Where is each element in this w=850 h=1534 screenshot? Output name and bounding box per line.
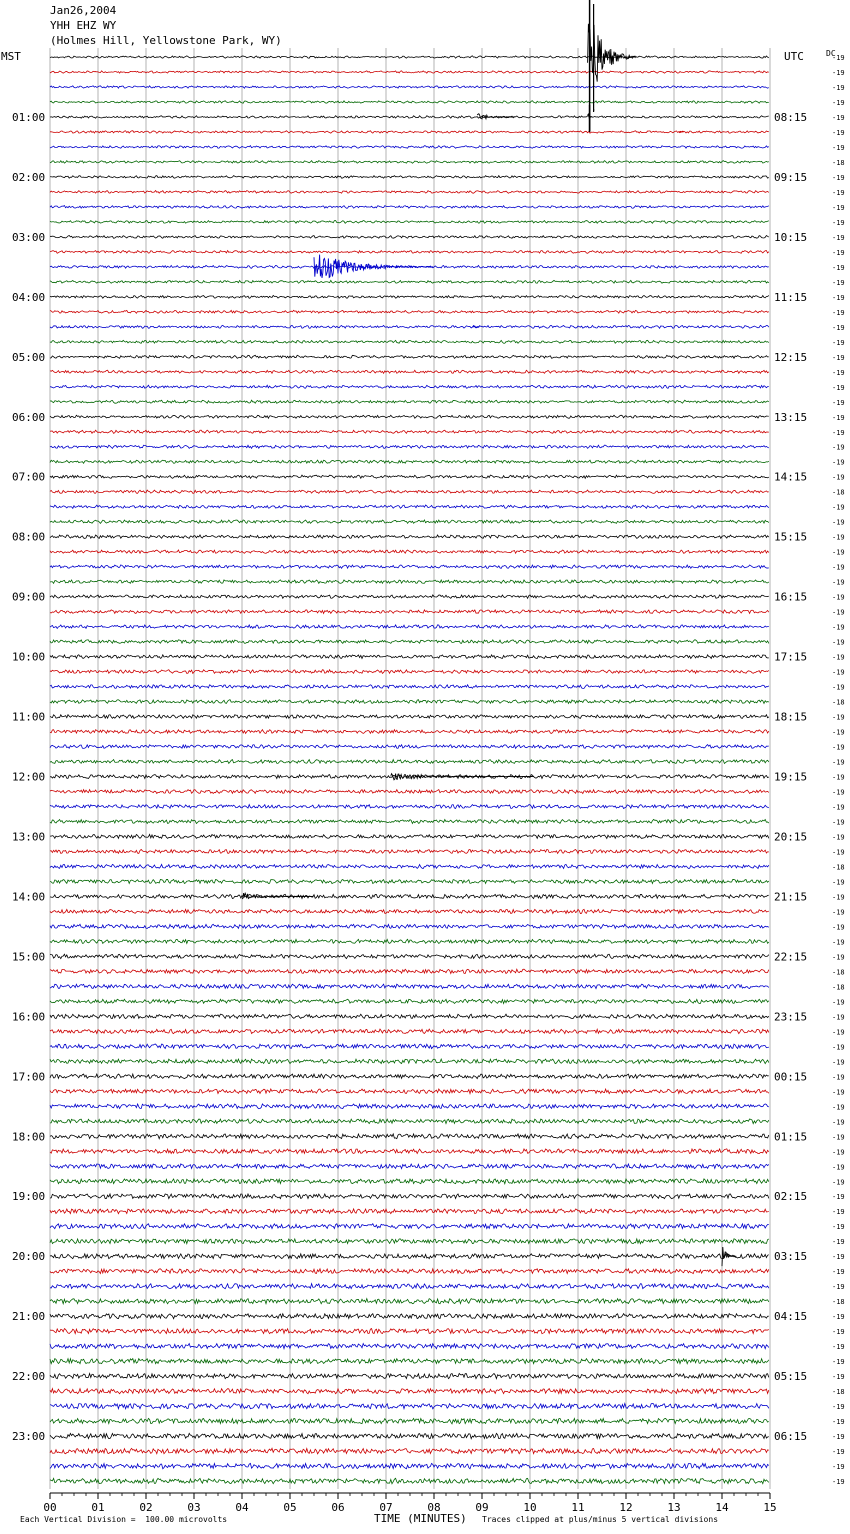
trace-dc-value: -19 bbox=[832, 728, 845, 737]
trace-47 bbox=[50, 760, 769, 764]
trace-8 bbox=[50, 176, 769, 179]
trace-dc-value: -19 bbox=[832, 1253, 845, 1262]
trace-42 bbox=[50, 685, 769, 689]
trace-52 bbox=[50, 834, 769, 838]
trace-71 bbox=[50, 1119, 769, 1124]
trace-89 bbox=[50, 1389, 769, 1394]
hour-label-mst: 09:00 bbox=[12, 590, 46, 604]
header-station: YHH EHZ WY bbox=[50, 19, 117, 32]
hour-label-utc: 19:15 bbox=[774, 770, 808, 784]
trace-dc-value: -19 bbox=[832, 773, 845, 782]
trace-dc-value: -19 bbox=[832, 1088, 845, 1097]
hour-label-mst: 16:00 bbox=[12, 1010, 46, 1024]
trace-dc-value: -19 bbox=[832, 623, 845, 632]
trace-46 bbox=[50, 745, 769, 749]
trace-dc-value: -19 bbox=[832, 953, 845, 962]
hour-label-utc: 02:15 bbox=[774, 1190, 808, 1204]
trace-dc-value: -19 bbox=[832, 173, 845, 182]
trace-93 bbox=[50, 1448, 769, 1453]
trace-dc-value: -19 bbox=[832, 1058, 845, 1067]
hour-label-mst: 22:00 bbox=[12, 1370, 46, 1384]
footer-clip-note: Traces clipped at plus/minus 5 vertical divisions bbox=[482, 1515, 719, 1524]
trace-dc-value: -19 bbox=[832, 833, 845, 842]
trace-26 bbox=[50, 445, 769, 448]
trace-82 bbox=[50, 1284, 769, 1289]
x-tick-label: 00 bbox=[43, 1501, 57, 1514]
trace-dc-value: -19 bbox=[832, 398, 845, 407]
hour-label-mst: 05:00 bbox=[12, 350, 46, 364]
trace-30 bbox=[50, 505, 769, 508]
event-0 bbox=[588, 24, 636, 82]
x-tick-label: 06 bbox=[331, 1501, 345, 1514]
trace-dc-value: -19 bbox=[832, 1358, 845, 1367]
trace-dc-value: -19 bbox=[832, 878, 845, 887]
trace-dc-value: -19 bbox=[832, 548, 845, 557]
trace-9 bbox=[50, 191, 769, 194]
trace-dc-value: -19 bbox=[832, 1418, 845, 1427]
trace-dc-value: -19 bbox=[832, 54, 845, 62]
trace-dc-value: -19 bbox=[832, 113, 845, 122]
trace-dc-value: -19 bbox=[832, 1343, 845, 1352]
trace-39 bbox=[50, 640, 769, 644]
minute-gridlines bbox=[50, 48, 770, 1489]
trace-44 bbox=[50, 715, 769, 719]
trace-5 bbox=[50, 131, 769, 133]
trace-dc-value: -19 bbox=[832, 1178, 845, 1187]
trace-4 bbox=[50, 116, 769, 118]
hour-label-mst: 14:00 bbox=[12, 890, 46, 904]
trace-dc-value: -19 bbox=[832, 923, 845, 932]
trace-38 bbox=[50, 625, 769, 629]
trace-dc-value: -18 bbox=[832, 863, 845, 872]
trace-67 bbox=[50, 1059, 769, 1064]
trace-35 bbox=[50, 580, 769, 583]
trace-25 bbox=[50, 430, 769, 433]
left-timezone-label: MST bbox=[1, 50, 21, 63]
hour-label-mst: 13:00 bbox=[12, 830, 46, 844]
trace-dc-value: -19 bbox=[832, 263, 845, 272]
trace-dc-value: -19 bbox=[832, 1373, 845, 1382]
trace-dc-value: -19 bbox=[832, 1148, 845, 1157]
trace-dc-value: -19 bbox=[832, 998, 845, 1007]
trace-66 bbox=[50, 1044, 769, 1049]
trace-41 bbox=[50, 670, 769, 674]
x-tick-label: 05 bbox=[283, 1501, 297, 1514]
x-tick-label: 12 bbox=[619, 1501, 633, 1514]
hour-label-mst: 03:00 bbox=[12, 230, 46, 244]
trace-86 bbox=[50, 1344, 769, 1349]
trace-dc-value: -19 bbox=[832, 743, 845, 752]
trace-81 bbox=[50, 1269, 769, 1274]
event-6 bbox=[391, 774, 534, 780]
trace-dc-value: -19 bbox=[832, 1283, 845, 1292]
trace-dc-value: -19 bbox=[832, 1448, 845, 1457]
hour-label-utc: 17:15 bbox=[774, 650, 808, 664]
trace-dc-value: -18 bbox=[832, 698, 845, 707]
trace-13 bbox=[50, 250, 769, 253]
trace-33 bbox=[50, 550, 769, 553]
time-axis bbox=[43, 1493, 776, 1514]
trace-73 bbox=[50, 1149, 769, 1154]
hour-label-mst: 02:00 bbox=[12, 170, 46, 184]
trace-69 bbox=[50, 1089, 769, 1094]
hour-label-utc: 12:15 bbox=[774, 350, 808, 364]
trace-dc-value: -19 bbox=[832, 1238, 845, 1247]
trace-91 bbox=[50, 1418, 769, 1423]
trace-dc-value: -19 bbox=[832, 1013, 845, 1022]
trace-84 bbox=[50, 1314, 769, 1319]
trace-27 bbox=[50, 460, 769, 463]
trace-dc-value: -19 bbox=[832, 593, 845, 602]
hour-label-utc: 14:15 bbox=[774, 470, 808, 484]
trace-29 bbox=[50, 490, 769, 493]
hour-label-mst: 12:00 bbox=[12, 770, 46, 784]
hour-label-mst: 07:00 bbox=[12, 470, 46, 484]
trace-58 bbox=[50, 924, 769, 928]
x-tick-label: 03 bbox=[187, 1501, 201, 1514]
trace-dc-value: -19 bbox=[832, 638, 845, 647]
trace-dc-value: -19 bbox=[832, 1268, 845, 1277]
trace-50 bbox=[50, 805, 769, 809]
hour-label-mst: 01:00 bbox=[12, 110, 46, 124]
trace-dc-value: -19 bbox=[832, 848, 845, 857]
trace-dc-value: -19 bbox=[832, 338, 845, 347]
trace-dc-value: -19 bbox=[832, 353, 845, 362]
trace-70 bbox=[50, 1104, 769, 1109]
trace-dc-value: -19 bbox=[832, 668, 845, 677]
x-tick-label: 09 bbox=[475, 1501, 489, 1514]
trace-19 bbox=[50, 340, 769, 343]
hour-label-mst: 20:00 bbox=[12, 1250, 46, 1264]
hour-label-mst: 21:00 bbox=[12, 1310, 46, 1324]
trace-dc-value: -19 bbox=[832, 143, 845, 152]
trace-dc-value: -18 bbox=[832, 1298, 845, 1307]
hour-label-utc: 01:15 bbox=[774, 1130, 808, 1144]
trace-32 bbox=[50, 535, 769, 538]
right-timezone-label: UTC bbox=[784, 50, 804, 63]
trace-dc-value: -19 bbox=[832, 578, 845, 587]
hour-label-utc: 11:15 bbox=[774, 290, 808, 304]
trace-83 bbox=[50, 1299, 769, 1304]
hour-label-utc: 06:15 bbox=[774, 1430, 808, 1444]
trace-dc-value: -19 bbox=[832, 683, 845, 692]
trace-10 bbox=[50, 206, 769, 209]
trace-dc-value: -19 bbox=[832, 233, 845, 242]
trace-dc-value: -19 bbox=[832, 383, 845, 392]
trace-dc-value: -19 bbox=[832, 1223, 845, 1232]
x-tick-label: 10 bbox=[523, 1501, 537, 1514]
hour-label-utc: 08:15 bbox=[774, 110, 808, 124]
trace-dc-value: -19 bbox=[832, 533, 845, 542]
trace-dc-value: -19 bbox=[832, 443, 845, 452]
trace-22 bbox=[50, 385, 769, 388]
hour-label-utc: 00:15 bbox=[774, 1070, 808, 1084]
trace-49 bbox=[50, 790, 769, 794]
x-tick-label: 15 bbox=[763, 1501, 777, 1514]
trace-dc-value: -19 bbox=[832, 818, 845, 827]
trace-dc-value: -19 bbox=[832, 1043, 845, 1052]
header-location: (Holmes Hill, Yellowstone Park, WY) bbox=[50, 34, 282, 47]
hour-label-utc: 03:15 bbox=[774, 1250, 808, 1264]
trace-85 bbox=[50, 1329, 769, 1334]
trace-61 bbox=[50, 969, 769, 973]
trace-1 bbox=[50, 71, 769, 73]
hour-label-mst: 23:00 bbox=[12, 1430, 46, 1444]
trace-94 bbox=[50, 1463, 769, 1468]
x-tick-label: 11 bbox=[571, 1501, 585, 1514]
trace-dc-value: -19 bbox=[832, 713, 845, 722]
x-tick-label: 08 bbox=[427, 1501, 441, 1514]
trace-dc-value: -19 bbox=[832, 323, 845, 332]
trace-23 bbox=[50, 400, 769, 403]
trace-34 bbox=[50, 565, 769, 568]
trace-dc-value: -19 bbox=[832, 1073, 845, 1082]
hour-label-mst: 04:00 bbox=[12, 290, 46, 304]
trace-87 bbox=[50, 1359, 769, 1364]
trace-78 bbox=[50, 1224, 769, 1229]
trace-dc-value: -19 bbox=[832, 1328, 845, 1337]
trace-31 bbox=[50, 520, 769, 523]
trace-16 bbox=[50, 295, 769, 298]
hour-label-utc: 20:15 bbox=[774, 830, 808, 844]
hour-label-mst: 06:00 bbox=[12, 410, 46, 424]
trace-dc-value: -19 bbox=[832, 1463, 845, 1472]
trace-3 bbox=[50, 101, 769, 103]
trace-dc-value: -19 bbox=[832, 293, 845, 302]
trace-6 bbox=[50, 146, 769, 149]
trace-dc-value: -19 bbox=[832, 608, 845, 617]
trace-92 bbox=[50, 1433, 769, 1438]
trace-dc-value: -19 bbox=[832, 458, 845, 467]
hour-label-utc: 05:15 bbox=[774, 1370, 808, 1384]
trace-dc-value: -19 bbox=[832, 1118, 845, 1127]
hour-label-utc: 09:15 bbox=[774, 170, 808, 184]
trace-28 bbox=[50, 475, 769, 478]
trace-17 bbox=[50, 310, 769, 313]
trace-dc-value: -19 bbox=[832, 908, 845, 917]
hour-label-utc: 18:15 bbox=[774, 710, 808, 724]
trace-dc-value: -19 bbox=[832, 188, 845, 197]
trace-62 bbox=[50, 984, 769, 988]
header-date: Jan26,2004 bbox=[50, 4, 117, 17]
trace-dc-value: -19 bbox=[832, 1313, 845, 1322]
seismic-traces bbox=[50, 56, 769, 1484]
trace-88 bbox=[50, 1374, 769, 1379]
trace-dc-value: -19 bbox=[832, 413, 845, 422]
trace-dc-value: -19 bbox=[832, 98, 845, 107]
trace-64 bbox=[50, 1014, 769, 1018]
trace-dc-value: -19 bbox=[832, 1133, 845, 1142]
event-8 bbox=[722, 1247, 736, 1266]
hour-label-utc: 15:15 bbox=[774, 530, 808, 544]
trace-dc-value: -19 bbox=[832, 308, 845, 317]
trace-dc-value: -19 bbox=[832, 518, 845, 527]
trace-dc-value: -19 bbox=[832, 218, 845, 227]
hour-label-utc: 22:15 bbox=[774, 950, 808, 964]
trace-45 bbox=[50, 730, 769, 734]
x-tick-label: 13 bbox=[667, 1501, 681, 1514]
trace-dc-value: -19 bbox=[832, 203, 845, 212]
trace-2 bbox=[50, 86, 769, 88]
x-tick-label: 04 bbox=[235, 1501, 249, 1514]
hour-label-utc: 16:15 bbox=[774, 590, 808, 604]
trace-53 bbox=[50, 849, 769, 853]
trace-21 bbox=[50, 370, 769, 373]
trace-7 bbox=[50, 161, 769, 164]
trace-20 bbox=[50, 355, 769, 358]
trace-dc-value: -19 bbox=[832, 1433, 845, 1442]
trace-dc-value: -19 bbox=[832, 503, 845, 512]
seismic-events bbox=[242, 0, 736, 1266]
trace-57 bbox=[50, 909, 769, 913]
trace-80 bbox=[50, 1254, 769, 1259]
trace-40 bbox=[50, 655, 769, 659]
trace-24 bbox=[50, 415, 769, 418]
trace-dc-value: -19 bbox=[832, 1103, 845, 1112]
x-axis-label: TIME (MINUTES) bbox=[374, 1512, 467, 1525]
hour-label-mst: 10:00 bbox=[12, 650, 46, 664]
trace-dc-value: -19 bbox=[832, 803, 845, 812]
trace-72 bbox=[50, 1134, 769, 1139]
x-tick-label: 01 bbox=[91, 1501, 105, 1514]
trace-dc-value: -19 bbox=[832, 368, 845, 377]
hour-label-mst: 19:00 bbox=[12, 1190, 46, 1204]
trace-dc-value: -19 bbox=[832, 128, 845, 137]
trace-0 bbox=[50, 56, 769, 58]
trace-55 bbox=[50, 879, 769, 883]
trace-15 bbox=[50, 280, 769, 283]
trace-dc-value: -19 bbox=[832, 248, 845, 257]
trace-dc-value: -19 bbox=[832, 563, 845, 572]
trace-dc-value: -19 bbox=[832, 83, 845, 92]
hour-label-mst: 18:00 bbox=[12, 1130, 46, 1144]
footer-scale-note: Each Vertical Division = 100.00 microvolts bbox=[20, 1515, 228, 1524]
trace-43 bbox=[50, 700, 769, 704]
trace-76 bbox=[50, 1194, 769, 1199]
hour-label-mst: 11:00 bbox=[12, 710, 46, 724]
hour-label-utc: 10:15 bbox=[774, 230, 808, 244]
trace-95 bbox=[50, 1478, 769, 1483]
trace-37 bbox=[50, 610, 769, 614]
x-tick-label: 02 bbox=[139, 1501, 153, 1514]
trace-dc-value: -19 bbox=[832, 1208, 845, 1217]
dc-label: DC bbox=[826, 49, 836, 58]
hour-label-utc: 21:15 bbox=[774, 890, 808, 904]
trace-77 bbox=[50, 1209, 769, 1214]
trace-59 bbox=[50, 939, 769, 943]
trace-dc-value: -19 bbox=[832, 938, 845, 947]
trace-68 bbox=[50, 1074, 769, 1079]
trace-65 bbox=[50, 1029, 769, 1033]
trace-dc-value: -19 bbox=[832, 473, 845, 482]
trace-63 bbox=[50, 999, 769, 1003]
trace-18 bbox=[50, 325, 769, 328]
trace-dc-value: -19 bbox=[832, 278, 845, 287]
trace-dc-value: -18 bbox=[832, 968, 845, 977]
trace-dc-value: -18 bbox=[832, 158, 845, 167]
event-1 bbox=[477, 114, 515, 119]
trace-dc-value: -18 bbox=[832, 1388, 845, 1397]
trace-dc-value: -19 bbox=[832, 68, 845, 77]
trace-60 bbox=[50, 954, 769, 958]
trace-dc-value: -19 bbox=[832, 788, 845, 797]
trace-79 bbox=[50, 1239, 769, 1244]
trace-74 bbox=[50, 1164, 769, 1169]
trace-dc-value: -19 bbox=[832, 893, 845, 902]
hour-label-utc: 23:15 bbox=[774, 1010, 808, 1024]
trace-dc-value: -19 bbox=[832, 1403, 845, 1412]
trace-dc-value: -19 bbox=[832, 1193, 845, 1202]
trace-dc-value: -19 bbox=[832, 428, 845, 437]
x-tick-label: 07 bbox=[379, 1501, 393, 1514]
hour-label-mst: 08:00 bbox=[12, 530, 46, 544]
trace-75 bbox=[50, 1179, 769, 1184]
trace-56 bbox=[50, 894, 769, 898]
trace-dc-value: -19 bbox=[832, 1163, 845, 1172]
trace-12 bbox=[50, 236, 769, 239]
trace-dc-value: -19 bbox=[832, 653, 845, 662]
trace-dc-value: -19 bbox=[832, 758, 845, 767]
trace-90 bbox=[50, 1403, 769, 1408]
hour-label-utc: 13:15 bbox=[774, 410, 808, 424]
hour-label-utc: 04:15 bbox=[774, 1310, 808, 1324]
trace-51 bbox=[50, 819, 769, 823]
trace-dc-value: -19 bbox=[832, 1478, 845, 1487]
hour-label-mst: 17:00 bbox=[12, 1070, 46, 1084]
x-tick-label: 14 bbox=[715, 1501, 729, 1514]
trace-11 bbox=[50, 221, 769, 224]
trace-36 bbox=[50, 595, 769, 598]
trace-dc-value: -18 bbox=[832, 983, 845, 992]
trace-54 bbox=[50, 864, 769, 868]
trace-dc-value: -18 bbox=[832, 488, 845, 497]
trace-dc-value: -19 bbox=[832, 1028, 845, 1037]
hour-label-mst: 15:00 bbox=[12, 950, 46, 964]
